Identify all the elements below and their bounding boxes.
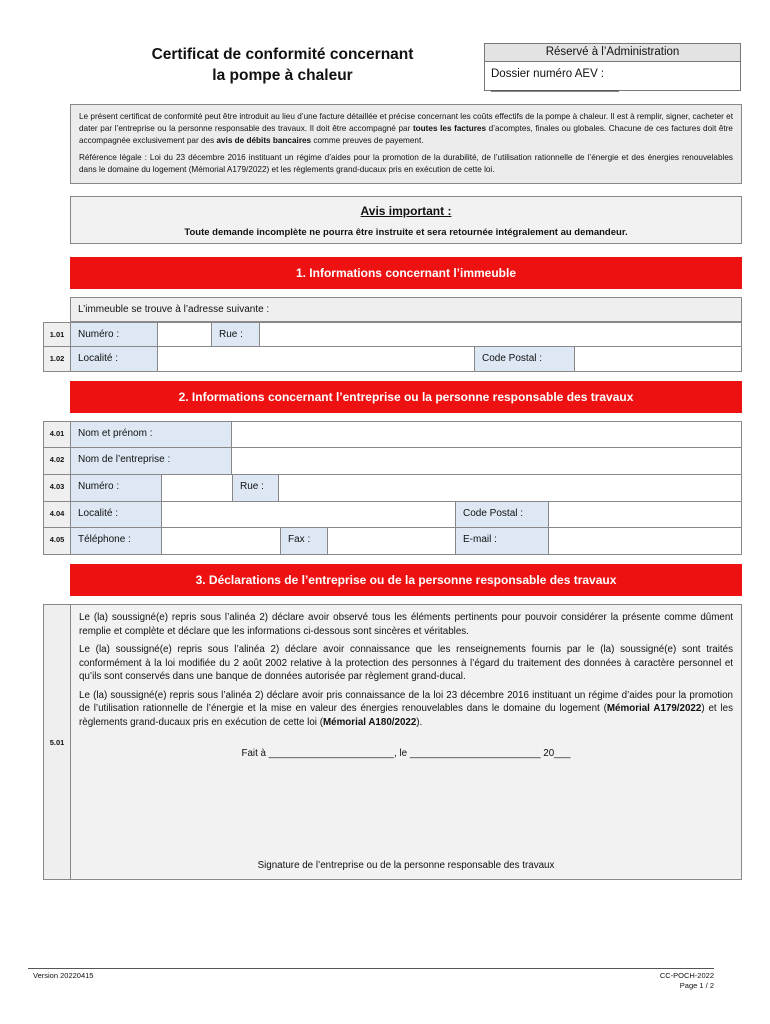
title-line-1: Certificat de conformité concernant bbox=[151, 46, 414, 63]
label-localite: Localité : bbox=[70, 346, 158, 372]
declarations-box bbox=[70, 604, 742, 880]
footer-page: Page 1 / 2 bbox=[679, 981, 714, 990]
input-code-postal[interactable] bbox=[548, 501, 742, 528]
input-email[interactable] bbox=[548, 527, 742, 555]
input-localite[interactable] bbox=[161, 501, 456, 528]
declaration-paragraph-1: Le (la) soussigné(e) repris sous l’alinéa 2) déclare avoir observé tous les éléments pertinents pour pouvoir considérer la présente comme dûment remplie et complète et déclare que les informations ci-dessous sont sincères et véritables. bbox=[79, 612, 733, 637]
admin-dossier-field[interactable]: Dossier numéro AEV : ____________________ bbox=[491, 68, 619, 92]
admin-box bbox=[484, 43, 741, 91]
input-rue[interactable] bbox=[259, 322, 742, 347]
declaration-paragraph-2: Le (la) soussigné(e) repris sous l’alinéa 2) déclare avoir connaissance que les renseignements fournis par le (la) soussigné(e) sont traités conformément à la loi modifiée du 2 août 2002 relative à la protection des personnes à l’égard du traitement des données à caractère personnel et qu’ils sont conservés dans une banque de données autorisée par règlement grand-ducal. bbox=[79, 644, 733, 682]
input-telephone[interactable] bbox=[161, 527, 281, 555]
label-rue: Rue : bbox=[211, 322, 260, 347]
label-fax: Fax : bbox=[280, 527, 328, 555]
row-number: 5.01 bbox=[43, 604, 71, 880]
row-number: 4.02 bbox=[43, 447, 71, 475]
declaration-paragraph-3: Le (la) soussigné(e) repris sous l’alinéa 2) déclare avoir pris connaissance de la loi 23 décembre 2016 instituant un régime d’aides pour la promotion de l’utilisation rationnelle de l’énergie et la mise en valeur des énergies renouvelables dans le domaine du logement (Mémorial A179/2022) et les règlements grand-ducaux pris en exécution de cette loi (Mémorial A180/2022). bbox=[79, 689, 733, 728]
label-nom-prenom: Nom et prénom : bbox=[70, 421, 232, 448]
row-number: 1.02 bbox=[43, 346, 71, 372]
document-title bbox=[110, 44, 455, 86]
row-number: 1.01 bbox=[43, 322, 71, 347]
row-number: 4.04 bbox=[43, 501, 71, 528]
row-number: 4.03 bbox=[43, 474, 71, 502]
input-rue[interactable] bbox=[278, 474, 742, 502]
label-email: E-mail : bbox=[455, 527, 549, 555]
address-intro: L’immeuble se trouve à l’adresse suivante : bbox=[70, 297, 742, 322]
intro-box bbox=[70, 104, 742, 184]
title-line-2: la pompe à chaleur bbox=[212, 67, 353, 84]
row-number: 4.01 bbox=[43, 421, 71, 448]
intro-paragraph-2: Référence légale : Loi du 23 décembre 2016 instituant un régime d’aides pour la promotion de la durabilité, de l’utilisation rationnelle de l’énergie et des énergies renouvelables dans le domaine du logement (Mémorial A179/2022) et les règlements grand-ducaux pris en exécution de cette loi. bbox=[79, 153, 733, 174]
footer-code: CC-POCH-2022 bbox=[659, 971, 714, 980]
input-numero[interactable] bbox=[161, 474, 233, 502]
intro-paragraph-1: Le présent certificat de conformité peut être introduit au lieu d’une facture détaillée et précise concernant les coûts effectifs de la pompe à chaleur. Il est à remplir, signer, cacheter et dater par l’entreprise ou la personne responsable des travaux. Il doit être accompagné par toutes les factures d’acomptes, finales ou globales. Chacune de ces factures doit être accompagnée exclusivement par des avis de débits bancaires comme preuves de payement. bbox=[79, 112, 733, 145]
section-3-header: 3. Déclarations de l’entreprise ou de la personne responsable des travaux bbox=[70, 564, 742, 596]
section-1-header: 1. Informations concernant l’immeuble bbox=[70, 257, 742, 289]
section-2-header: 2. Informations concernant l’entreprise ou la personne responsable des travaux bbox=[70, 381, 742, 413]
label-numero: Numéro : bbox=[70, 322, 158, 347]
label-code-postal: Code Postal : bbox=[455, 501, 549, 528]
input-numero[interactable] bbox=[157, 322, 212, 347]
input-localite[interactable] bbox=[157, 346, 475, 372]
input-code-postal[interactable] bbox=[574, 346, 742, 372]
label-code-postal: Code Postal : bbox=[474, 346, 575, 372]
important-notice bbox=[70, 196, 742, 244]
input-nom-prenom[interactable] bbox=[231, 421, 742, 448]
footer-rule bbox=[28, 968, 714, 969]
label-entreprise: Nom de l’entreprise : bbox=[70, 447, 232, 475]
label-rue: Rue : bbox=[232, 474, 279, 502]
input-entreprise[interactable] bbox=[231, 447, 742, 475]
label-numero: Numéro : bbox=[70, 474, 162, 502]
label-telephone: Téléphone : bbox=[70, 527, 162, 555]
input-fax[interactable] bbox=[327, 527, 456, 555]
fait-a-line[interactable]: Fait à _______________________, le ________________________ 20___ bbox=[241, 748, 571, 759]
signature-label: Signature de l’entreprise ou de la personne responsable des travaux bbox=[257, 860, 555, 871]
footer-version: Version 20220415 bbox=[33, 971, 94, 980]
label-localite: Localité : bbox=[70, 501, 162, 528]
admin-title: Réservé à l’Administration bbox=[485, 44, 740, 62]
notice-text: Toute demande incomplète ne pourra être instruite et sera retournée intégralement au demandeur. bbox=[184, 227, 628, 238]
row-number: 4.05 bbox=[43, 527, 71, 555]
notice-title: Avis important : bbox=[360, 204, 452, 218]
